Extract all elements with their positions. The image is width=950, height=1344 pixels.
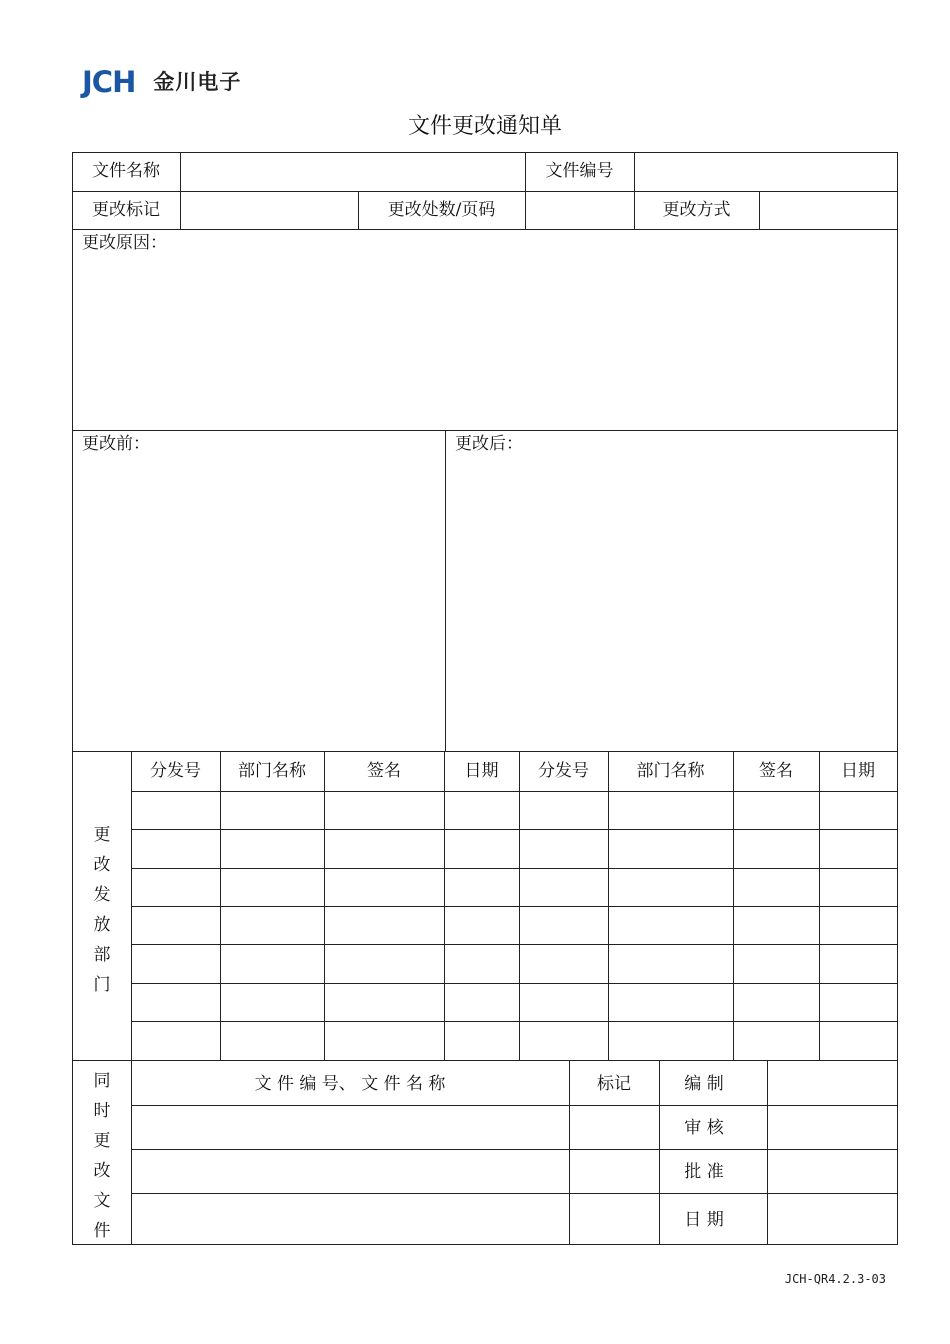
row-divider — [131, 1021, 898, 1022]
col-divider — [819, 751, 820, 1061]
approval-approved-field[interactable] — [768, 1150, 897, 1193]
col-divider — [220, 751, 221, 1061]
col-divider — [519, 751, 520, 1061]
col-header-date: 日期 — [841, 761, 875, 781]
logo-mark: JCH — [82, 65, 136, 99]
company-logo — [82, 66, 241, 98]
before-change-label: 更改前： — [82, 434, 150, 454]
approval-reviewed-label: 审 核 — [684, 1118, 724, 1138]
form-title: 文件更改通知单 — [407, 114, 562, 139]
approval-approved-label: 批 准 — [684, 1162, 724, 1182]
section-label-char: 部 — [93, 945, 111, 965]
row-divider — [131, 906, 898, 907]
row-divider — [72, 751, 898, 752]
col-header-department: 部门名称 — [636, 761, 705, 781]
col-header-date: 日期 — [464, 761, 499, 781]
before-change-field[interactable] — [73, 457, 445, 750]
col-header-signature: 签名 — [759, 761, 793, 781]
logo-company-name: 金川电子 — [153, 70, 242, 94]
section-label-char: 改 — [93, 855, 111, 875]
col-divider — [444, 751, 445, 1061]
section-label-char: 发 — [93, 885, 111, 905]
row-divider — [72, 430, 898, 431]
related-file-header: 文 件 编 号、 文 件 名 称 — [254, 1074, 446, 1094]
form-code: JCH-QR4.2.3-03 — [784, 1272, 886, 1286]
change-reason-field[interactable] — [73, 256, 897, 429]
change-reason-label: 更改原因： — [82, 233, 167, 253]
row-divider — [72, 229, 898, 230]
border-bottom — [72, 1244, 898, 1245]
section-label-char: 同 — [93, 1071, 111, 1091]
related-mark-header: 标记 — [597, 1074, 631, 1094]
col-divider — [131, 751, 132, 1245]
section-label-char: 更 — [93, 825, 111, 845]
approval-reviewed-field[interactable] — [768, 1106, 897, 1149]
section-label-char: 门 — [93, 975, 111, 995]
row-divider — [131, 983, 898, 984]
col-divider — [324, 751, 325, 1061]
change-mark-label: 更改标记 — [92, 200, 160, 220]
col-header-department: 部门名称 — [238, 761, 306, 781]
file-name-label: 文件名称 — [92, 161, 160, 181]
col-divider — [733, 751, 734, 1061]
change-count-page-label: 更改处数/页码 — [387, 200, 496, 220]
row-divider — [131, 791, 898, 792]
section-label-char: 件 — [93, 1221, 111, 1241]
approval-date-label: 日 期 — [684, 1210, 724, 1230]
row-divider — [131, 868, 898, 869]
change-mark-field[interactable] — [181, 192, 358, 229]
section-label-char: 改 — [93, 1161, 111, 1181]
change-method-label: 更改方式 — [662, 200, 731, 220]
section-label-char: 放 — [93, 915, 111, 935]
section-label-char: 更 — [93, 1131, 111, 1151]
row-divider — [131, 944, 898, 945]
col-header-distribution-no: 分发号 — [538, 761, 589, 781]
section-label-char: 文 — [93, 1191, 111, 1211]
after-change-label: 更改后： — [455, 434, 523, 454]
section-label-char: 时 — [93, 1101, 111, 1121]
col-header-distribution-no: 分发号 — [150, 761, 201, 781]
after-change-field[interactable] — [446, 457, 897, 750]
change-count-page-field[interactable] — [526, 192, 634, 229]
file-name-field[interactable] — [181, 153, 525, 190]
border-right — [897, 152, 898, 1245]
approval-prepared-field[interactable] — [768, 1061, 897, 1105]
col-header-signature: 签名 — [367, 761, 401, 781]
file-no-label: 文件编号 — [545, 161, 614, 181]
approval-prepared-label: 编 制 — [684, 1074, 724, 1094]
approval-date-field[interactable] — [768, 1194, 897, 1244]
file-no-field[interactable] — [635, 153, 897, 190]
change-notice-form — [72, 152, 898, 1245]
change-method-field[interactable] — [760, 192, 897, 229]
row-divider — [131, 829, 898, 830]
col-divider — [608, 751, 609, 1061]
